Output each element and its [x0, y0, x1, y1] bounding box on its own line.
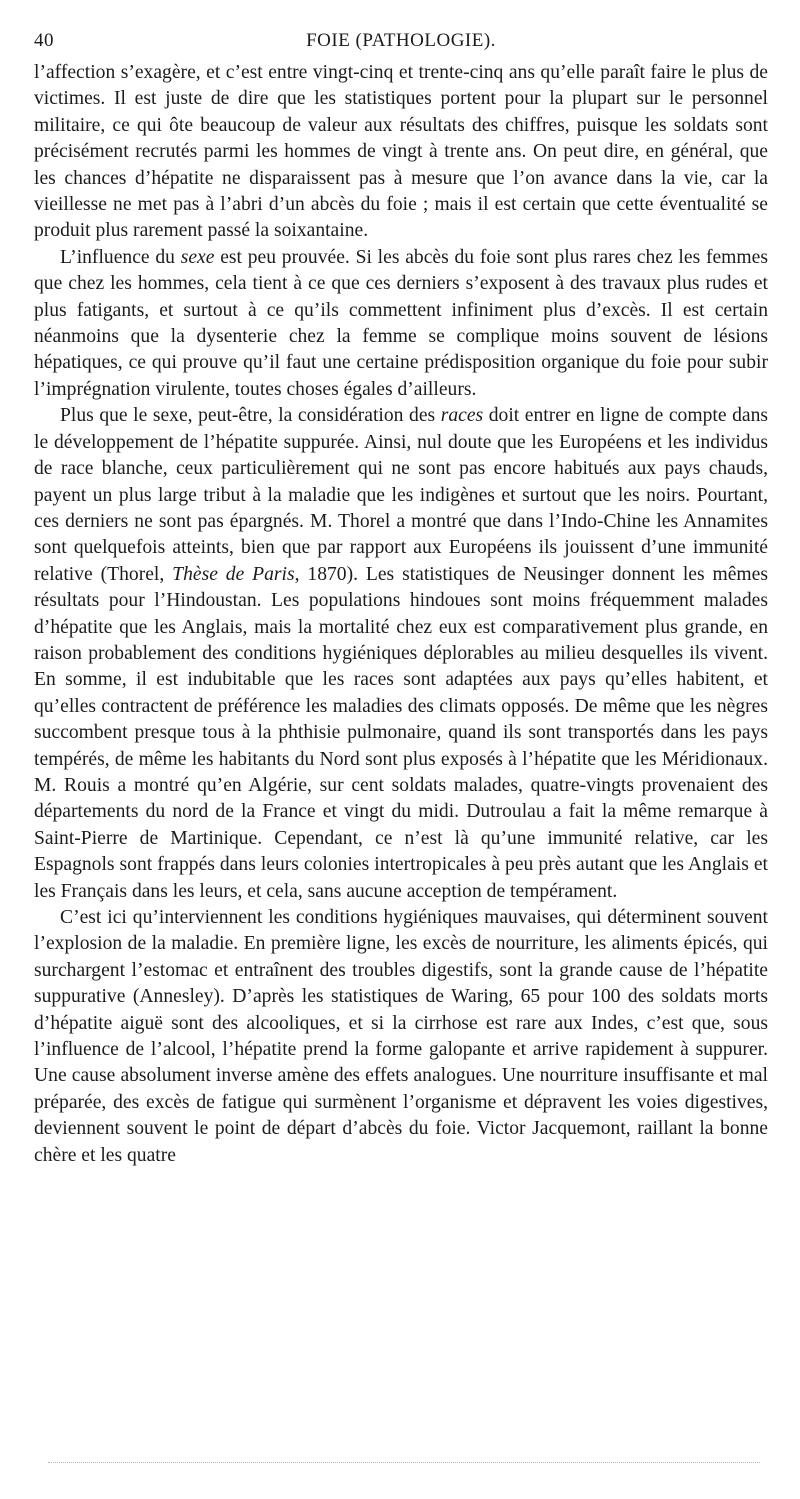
text-run: , 1870). Les statistiques de Neusinger donnent les mêmes résultats pour l’Hindoustan. Les populations hindoues sont moins fréquemment malades d’hépatite que les Anglais, mais la mortalité chez eux est comparativement plus grande, en raison probablement des conditions hygiéniques déplorables au milieu desquelles ils vivent. En somme, il est indubitable que les races sont adaptées aux pays qu’elles habitent, et qu’elles contractent de préférence les maladies des climats opposés. De même que les nègres succombent presque tous à la phthisie pulmonaire, quand ils sont transportés dans les pays tempérés, de même les habitants du Nord sont plus exposés à l’hépatite que les Méridionaux. M. Rouis a montré qu’en Algérie, sur cent soldats malades, quatre-vingts provenaient des départements du nord de la France et vingt du midi. Dutroulau a fait la même remarque à Saint-Pierre de Martinique. Cependant, ce n’est là qu’une immunité relative, car les Espagnols sont frappés dans leurs colonies intertropicales à peu près autant que les Anglais et les Français dans les leurs, et cela, sans aucune acception de tempérament.: [34, 563, 768, 902]
italic-term: races: [440, 405, 484, 427]
paragraph-age: [34, 60, 768, 245]
italic-citation: Thèse de Paris: [172, 563, 295, 585]
paragraph-races: [34, 403, 768, 905]
text-run: L’influence du: [60, 246, 181, 268]
book-page: [34, 30, 768, 1169]
italic-term: sexe: [180, 246, 215, 268]
text-run: l’affection s’exagère, et c’est entre vingt-cinq et trente-cinq ans qu’elle paraît faire le plus de victimes. Il est juste de dire que les statistiques portent pour la plupart sur le personnel militaire, ce qui ôte beaucoup de valeur aux résultats des chiffres, puisque les soldats sont précisément recrutés parmi les hommes de vingt à trente ans. On peut dire, en général, que les chances d’hépatite ne disparaissent pas à mesure que l’on avance dans la vie, car la vieillesse ne met pas à l’abri d’un abcès du foie ; mais il est certain que cette éventualité se produit plus rarement passé la soixantaine.: [34, 62, 768, 242]
page-number: 40: [34, 30, 54, 51]
paragraph-sexe: [34, 245, 768, 403]
text-run: doit entrer en ligne de compte dans le développement de l’hépatite suppurée. Ainsi, nul doute que les Européens et les individus de race blanche, ceux particulièrement qui ne sont pas encore habitués aux pays chauds, payent un plus large tribut à la maladie que les indigènes et surtout que les noirs. Pourtant, ces derniers ne sont pas épargnés. M. Thorel a montré que dans l’Indo-Chine les Annamites sont quelquefois atteints, bien que par rapport aux Européens ils jouissent d’une immunité relative (Thorel,: [34, 405, 768, 585]
text-run: C’est ici qu’interviennent les conditions hygiéniques mauvaises, qui déterminent souvent l’explosion de la maladie. En première ligne, les excès de nourriture, les aliments épicés, qui surchargent l’estomac et entraînent des troubles digestifs, sont la grande cause de l’hépatite suppurative (Annesley). D’après les statistiques de Waring, 65 pour 100 des soldats morts d’hépatite aiguë sont des alcooliques, et si la cirrhose est rare aux Indes, c’est que, sous l’influence de l’alcool, l’hépatite prend la forme galopante et arrive rapidement à suppurer. Une cause absolument inverse amène des effets analogues. Une nourriture insuffisante et mal préparée, des excès de fatigue qui surmènent l’organisme et dépravent les voies digestives, deviennent souvent le point de départ d’abcès du foie. Victor Jacquemont, raillant la bonne chère et les quatre: [34, 907, 768, 1166]
page-bottom-trace: [48, 1462, 760, 1465]
running-title: FOIE (PATHOLOGIE).: [306, 30, 496, 51]
text-run: est peu prouvée. Si les abcès du foie sont plus rares chez les femmes que chez les hommes, cela tient à ce que ces derniers s’exposent à des travaux plus rudes et plus fatigants, et surtout à ce qu’ils commettent infiniment plus d’excès. Il est certain néanmoins que la dysenterie chez la femme se complique moins souvent de lésions hépatiques, ce qui prouve qu’il faut une certaine prédisposition organique du foie pour subir l’imprégnation virulente, toutes choses égales d’ailleurs.: [34, 246, 768, 400]
page-header: [34, 30, 768, 60]
text-run: Plus que le sexe, peut-être, la considération des: [60, 405, 441, 427]
paragraph-hygiene: [34, 905, 768, 1169]
